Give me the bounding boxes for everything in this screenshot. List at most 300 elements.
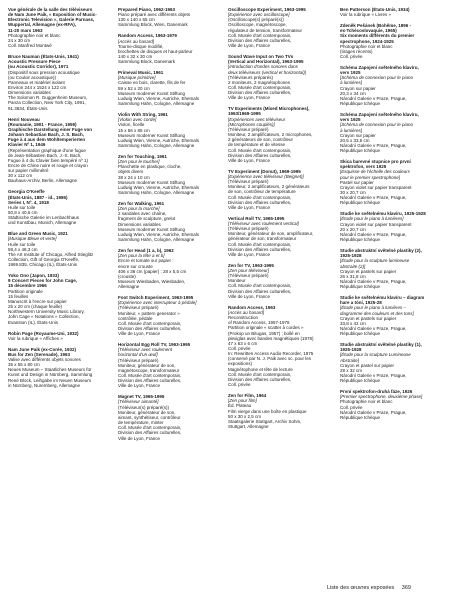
entry-detail-line: (Représentation graphique d'une fugue — [8, 147, 86, 153]
entry-detail-line: République tchèque — [340, 284, 381, 290]
entry-detail-line: 406 x 36 cm (papier) ; 28 x 5,5 cm — [118, 268, 187, 274]
artwork-entry — [118, 342, 214, 388]
entry-detail-line: Národní Galerie v Praze, Prague, — [340, 409, 407, 415]
entry-detail-line: plexiglas avec bandes magnétiques (1978) — [228, 335, 314, 341]
entry-italic-line: [Zen pour film] — [228, 398, 257, 404]
artwork-entry — [8, 273, 104, 325]
entry-detail-line: Ludwig Wien, Vienne, Autriche, Ehemals — [118, 184, 199, 190]
artwork-entry — [118, 33, 214, 64]
entry-detail-line: de son, contrôleur de température — [228, 189, 296, 195]
entry-title-line: TV Experiment (Donut), 1969-1995 — [228, 168, 301, 174]
entry-detail-line: Reconstruction — [228, 315, 259, 321]
entry-title-line: Ben Patterson (États-Unis, 1934) — [340, 7, 410, 12]
entry-detail-line: Moniteur, générateur de son, — [118, 362, 176, 368]
entry-title-line: hare a tóní, 1925-28 — [340, 300, 382, 306]
entry-detail-line: Panneaux et matériel isolant — [8, 79, 65, 85]
entry-detail-line: Division des Affaires culturelles, — [228, 37, 292, 43]
entry-title-line: Zen for Film, 1964 — [228, 393, 267, 399]
entry-title-line: Fuge à 4 aus dem Wohltemperierten — [8, 137, 86, 143]
entry-detail-line: Museum moderner Kunst Stiftung — [118, 226, 186, 232]
entry-title-line: Studie abstraktní světelné plastiky (2), — [340, 248, 422, 254]
entry-detail-line: Sammlung Hahn, Cologne, Allemagne — [118, 237, 195, 243]
entry-detail-line: Coll. Musée d'art contemporain, — [228, 194, 292, 200]
entry-title-line: Robin Page (Royaume-Uni, 1932) — [8, 330, 79, 336]
entry-detail-line: 25 x 20 cm (chaque feuille) — [8, 304, 63, 310]
entry-detail-line: Coll. Musée d'art contemporain, — [228, 283, 292, 289]
entry-detail-line: République tchèque — [340, 414, 381, 420]
entry-italic-line: à lumières] — [340, 127, 363, 133]
entry-italic-line: [Zen pour téléviseur] — [228, 268, 270, 274]
entry-detail-line: (Téléviseur préparé) — [228, 273, 269, 279]
entry-detail-line: of Random Access, 1957-1978 — [228, 320, 290, 326]
entry-detail-line: Neues Museum – Staatliches Museum für — [8, 367, 92, 373]
entry-detail-line: (Téléviseur préparé) — [228, 179, 269, 185]
page-number: 369 — [401, 585, 411, 591]
entry-detail-line: Coll. Musée d'art contemporain, — [228, 84, 292, 90]
entry-detail-line: 59 x 52 x 20 cm — [118, 85, 150, 91]
entry-italic-line: pour le premier spectrophone] — [340, 174, 401, 180]
entry-detail-line: Violon, ficelle — [118, 122, 145, 128]
entry-detail-line: Coll. Musée d'art contemporain, — [228, 371, 292, 377]
entry-detail-line: Division des Affaires culturelles, — [118, 378, 182, 384]
entry-detail-line: Magnétophone et tête de lecture — [228, 366, 293, 372]
entry-detail-line: Kunst und Design in Nürnberg, Sammlung — [8, 372, 93, 378]
entry-detail-line: Pastel sur papier — [340, 179, 374, 185]
entry-italic-line: [Étude pour la sculpture Lumineuse — [340, 352, 411, 358]
entry-detail-line: Národní Galerie v Praze, Prague, — [340, 373, 407, 379]
entry-title-line: spectrophone, 1924-1925 — [340, 38, 394, 44]
entry-detail-line: Coll. Musée d'art contemporain, — [118, 373, 182, 379]
entry-detail-line: Fugue à 4 du Clavier bien tempéré nº 1) — [8, 157, 88, 163]
entry-title-line: Henri Nouveau — [8, 116, 40, 122]
entry-italic-line: [Accès au hasard] — [118, 38, 155, 44]
entry-title-line: Zen for Touching, 1961 — [118, 153, 167, 159]
entry-title-line: Prepared Piano, 1962-1963 — [118, 7, 176, 12]
entry-detail-line: aimant, synthétiseur, contrôleur — [118, 414, 181, 420]
entry-detail-line: Coll. Musée d'art contemporain, — [118, 425, 182, 431]
entry-italic-line: [Premier spectrophone, deuxième phase] — [340, 394, 423, 400]
entry-title-line: Random Access, 1963-1979 — [118, 33, 177, 39]
entry-title-line: (Roumanie, 1901 - France, 1959) — [8, 121, 77, 127]
entry-title-line: Nam June Paik (ex-Corée, 1932) — [8, 346, 77, 352]
entry-detail-line: (tirages récents) — [340, 48, 373, 54]
entry-detail-line: Städtische Galerie im Lenbachhaus — [8, 215, 80, 221]
artwork-entry — [228, 106, 324, 163]
entry-detail-line: Coll. Musée d'art contemporain, — [228, 241, 292, 247]
entry-detail-line: Allemagne — [118, 284, 140, 290]
entry-title-line: Schéma Zapojení světelného klavíru, — [340, 65, 419, 70]
entry-detail-line: Division des Affaires culturelles, — [118, 326, 182, 332]
entry-detail-line: Crayon sur papier — [340, 85, 376, 91]
entry-detail-line: Division des Affaires culturelles, — [228, 199, 292, 205]
entry-detail-line: 20 x 20,7 cm — [340, 226, 366, 232]
entry-italic-line: [Violon avec corde] — [118, 117, 157, 123]
column-3 — [228, 7, 324, 435]
entry-detail-line: République tchèque — [340, 331, 381, 337]
artwork-entry — [228, 7, 324, 48]
entry-detail-line: Národní Galerie v Praze, Prague, — [340, 195, 407, 201]
entry-detail-line: 1969.835, Chicago (IL), États-Unis — [8, 262, 78, 268]
entry-detail-line: de température et de vitesse — [228, 142, 286, 148]
entry-title-line: Skica barevné stupnice pro první — [340, 159, 411, 165]
entry-detail-line: générateur de son, transformateur — [228, 236, 297, 242]
entry-detail-line: (Téléviseur(s) préparé(s)) — [118, 404, 170, 410]
entry-detail-line: Coll. privée — [228, 346, 251, 351]
entry-italic-line: [Musique primitive] — [118, 75, 156, 81]
artwork-entry — [8, 54, 104, 111]
entry-detail-line: de température, minter — [118, 420, 164, 426]
entry-detail-line: Ville de Lyon, France — [228, 95, 271, 101]
entry-detail-line: Moniteur, 2 amplificateurs, 2 microphones, — [228, 132, 313, 138]
entry-detail-line: Museum Wiesbaden, Wiesbaden, — [118, 278, 186, 284]
entry-italic-line: deux téléviseurs (vertical et horizontal)] — [228, 69, 307, 75]
entry-italic-line: [Accès au hasard] — [228, 309, 265, 315]
entry-detail-line: 47 x 63 x 6 cm — [228, 340, 258, 346]
entry-detail-line: Sammlung Block, Wien, Danemark — [118, 22, 188, 28]
entry-italic-line: [Expérience avec téléviseur (Beignet)] — [228, 173, 304, 179]
artwork-entry — [8, 331, 104, 341]
entry-detail-line: Coll. privée — [340, 404, 363, 410]
entry-detail-line: Encre de Chine noire et rouge et crayon — [8, 162, 88, 168]
entry-detail-line: Ludwig Wien, Vienne, Autriche, Ehemals — [118, 95, 199, 101]
entry-italic-line: horizontal d'un œuf] — [118, 352, 158, 358]
entry-italic-line: [Expériences avec téléviseur — [228, 116, 286, 122]
entry-title-line: Graphische Darstellung einer Fuge von — [8, 126, 93, 132]
entry-detail-line: magnétoscope, transformateur — [118, 367, 180, 373]
entry-detail-line: République tchèque — [340, 237, 381, 243]
entry-title-line: Violin With String, 1961 — [118, 112, 168, 118]
entry-detail-line: 91.3834, États-Unis — [8, 105, 48, 111]
entry-detail-line: Dimensions variables — [8, 90, 51, 96]
entry-title-line: Bruce Nauman (États-Unis, 1941) — [8, 54, 79, 60]
entry-title-line: Foot Switch Experiment, 1963-1995 — [118, 295, 194, 301]
entry-detail-line: Ville de Lyon, France — [118, 331, 161, 337]
entry-detail-line: Tourne-disque modifié, — [118, 43, 164, 49]
artwork-entry — [228, 169, 324, 210]
entry-title-line: spektrofon, vers 1925 — [340, 164, 387, 170]
entry-title-line: Oscilloscope Experiment, 1963-1995 — [228, 7, 306, 12]
entry-detail-line: Piano préparé avec différents objets — [118, 12, 190, 18]
entry-detail-line: 20,5 x 33,5 cm — [340, 137, 370, 143]
artwork-entry — [340, 23, 436, 59]
entry-title-line: Primeval Music, 1961 — [118, 70, 164, 76]
entry-detail-line: Partition originale — [8, 288, 43, 294]
entry-detail-line: Coll. privée — [228, 382, 251, 388]
artwork-entry — [118, 295, 214, 336]
entry-title-line: Johann Sebastian Bach, J. S. Bach, — [8, 132, 85, 138]
entry-detail-line: Crayon et pastel sur papier — [340, 362, 395, 368]
entry-title-line: Wuppertal, Allemagne (ex-RFA), — [8, 22, 77, 28]
entry-title-line: 9 Concert Pieces for John Cage, — [8, 278, 78, 284]
entry-detail-line: objets divers — [118, 169, 144, 175]
entry-detail-line: The Solomon R. Guggenheim Museum, — [8, 95, 88, 101]
entry-detail-line: Coll. privée — [340, 54, 363, 60]
entry-detail-line: Voir la rubrique « Livres » — [340, 12, 392, 18]
footer-label: Liste des œuvres exposées — [327, 585, 395, 591]
entry-italic-line: diagramme des couleurs et des tons] — [340, 310, 414, 316]
column-2 — [118, 7, 214, 447]
artwork-entry — [228, 263, 324, 299]
entry-detail-line: Photographie noir et blanc — [340, 399, 393, 405]
entry-title-line: TV Experiments (Mixed Microphones), — [228, 106, 310, 112]
entry-detail-line: 26 x 31,8 cm — [340, 273, 366, 279]
entry-italic-line: [Schéma de connexion pour le piano — [340, 75, 414, 81]
entry-detail-line: Moniteur — [228, 278, 246, 284]
entry-title-line: Zdeněk Pešánek (Bohême, 1896 - — [340, 23, 412, 29]
entry-detail-line: encre sur crouste — [118, 263, 153, 269]
entry-detail-line: Moniteur, « pattern generator » — [118, 310, 180, 316]
entry-detail-line: Dimensions variables — [118, 221, 161, 227]
entry-detail-line: Moniteur, générateur de son, — [118, 409, 176, 415]
entry-italic-line: Abstraite] — [340, 357, 360, 363]
entry-detail-line: Division des Affaires culturelles, — [228, 246, 292, 252]
entry-italic-line: [Esquisse de l'échelle des couleurs — [340, 169, 410, 175]
column-1 — [8, 7, 104, 394]
artwork-entry — [8, 7, 104, 48]
entry-title-line: Sound Wave Input on Two TVs — [228, 54, 294, 60]
entry-detail-line: 20,3 x 34 cm — [340, 90, 366, 96]
entry-italic-line: abstraite (2)] — [340, 263, 366, 269]
entry-detail-line: République tchèque — [340, 378, 381, 384]
entry-detail-line: Ville de Lyon, France — [228, 251, 271, 257]
entry-detail-line: Sammlung Hahn, Cologne, Allemagne — [118, 142, 195, 148]
entry-detail-line: 130 x 140 x 65 cm — [118, 17, 155, 23]
entry-detail-line: Huile sur toile — [8, 204, 36, 210]
entry-detail-line: Oscilloscope, magnétoscope, — [228, 22, 287, 28]
entry-title-line: vers 1925 — [340, 117, 361, 123]
entry-italic-line: [Téléviseur avec roulement vertical] — [228, 220, 299, 226]
artwork-entry — [118, 394, 214, 440]
entry-detail-line: (Dispositif sous pression acoustique — [8, 69, 80, 75]
entry-italic-line: [Introduction d'ondes sonores dans — [228, 64, 298, 70]
entry-detail-line: 33,8 x 42 cm — [340, 320, 366, 326]
entry-title-line: Georgia O'Keeffe — [8, 189, 45, 195]
entry-detail-line: 30 x 112 cm — [8, 173, 33, 179]
entry-italic-line: [Expérience avec oscilloscope] — [228, 12, 290, 18]
artwork-entry — [118, 70, 214, 106]
entry-title-line: de Nam June Paik, « Exposition of Music- — [8, 12, 97, 18]
entry-detail-line: Museum moderner Kunst Stiftung — [118, 179, 186, 185]
entry-detail-line: (ou Couloir acoustique)) — [8, 74, 57, 80]
entry-title-line: Schéma Zapojení světelného klavíru, — [340, 112, 419, 118]
artwork-entry — [340, 7, 436, 17]
entry-detail-line: Národní Galerie v Praze, Prague, — [340, 142, 407, 148]
entry-title-line: Zen for Head (1 a, b), 1962 — [118, 248, 174, 254]
entry-detail-line: 2 sandales avec chaîne, — [118, 211, 167, 217]
artwork-entry — [228, 393, 324, 429]
entry-italic-line: [Zen pour le toucher] — [118, 159, 160, 165]
entry-detail-line: in Nürnberg, Nuremberg, Allemagne — [8, 382, 81, 388]
entry-italic-line: [Étude pour le piano à lumières] — [340, 216, 404, 222]
entry-detail-line: Photographie noir et blanc — [340, 43, 393, 49]
entry-detail-line: (crouste) — [118, 273, 136, 279]
entry-title-line: Vue générale de la salle des téléviseurs — [8, 7, 93, 12]
entry-detail-line: République tchèque — [340, 148, 381, 154]
entry-detail-line: Sammlung Hahn, Cologne, Allemagne — [118, 101, 195, 107]
entry-detail-line: Ville de Lyon, France — [228, 204, 271, 210]
artwork-entry — [340, 342, 436, 383]
entry-detail-line: Staatsgalerie Stuttgart, Archiv Sohm, — [228, 418, 302, 424]
entry-detail-line: Environ 244 x 1524 x 122 cm — [8, 84, 67, 90]
entry-detail-line: Coll. Musée d'art contemporain, — [118, 320, 182, 326]
artwork-entry — [340, 248, 436, 289]
entry-detail-line: Coll. Musée d'art contemporain, — [228, 32, 292, 38]
entry-detail-line: contrôlée, pédale — [118, 315, 153, 321]
entry-detail-line: Crayon violet sur papier transparent — [340, 184, 412, 190]
entry-title-line: Electronic Television », Galerie Parnass, — [8, 17, 95, 23]
entry-detail-line: Partition originale « scatter à cordes » — [228, 325, 304, 331]
entry-detail-line: République tchèque — [340, 101, 381, 107]
entry-detail-line: Film vierge dans une boîte en plastique — [228, 408, 307, 414]
entry-title-line: ex-Tchécoslovaquie, 1965) — [340, 28, 397, 34]
entry-italic-line: [Étude pour le piano à lumières – — [340, 305, 407, 311]
entry-detail-line: (conservé par N. J. Paik avec sc. pour les — [228, 356, 312, 362]
entry-italic-line: [Étude pour la sculpture lumineuse — [340, 258, 410, 264]
artwork-entry — [8, 189, 104, 225]
entry-detail-line: Division des Affaires culturelles, — [228, 376, 292, 382]
entry-detail-line: Museum moderner Kunst Stiftung — [118, 90, 186, 96]
artwork-entry — [8, 117, 104, 184]
entry-detail-line: de Jean-Sébastien Bach, J.-S. Bach, — [8, 152, 82, 158]
entry-title-line: vers 1925 — [340, 70, 361, 76]
entry-detail-line: 140 x 32 x 30 cm — [118, 54, 153, 60]
entry-detail-line: (Oscilloscope(s) préparé(s)) — [228, 17, 284, 23]
entry-title-line: 11-20 mars 1963 — [8, 27, 43, 33]
entry-detail-line: Národní Galerie v Praze, Prague, — [340, 278, 407, 284]
entry-detail-line: Národní Galerie v Praze, Prague, — [340, 231, 407, 237]
entry-italic-line: [Téléviseur avec roulement — [118, 347, 173, 353]
entry-detail-line: Ville de Lyon, France — [228, 157, 271, 163]
entry-detail-line: Ville de Lyon, France — [118, 383, 161, 389]
entry-detail-line: 2 générateurs de son, contrôleur — [228, 137, 294, 143]
entry-detail-line: Bauhaus-Archiv, Berlin, Allemagne — [8, 178, 77, 184]
entry-title-line: Yoko Ono (Japon, 1933) — [8, 273, 59, 279]
entry-title-line: Bus for Zen (Serenade), 1963 — [8, 351, 71, 357]
entry-title-line: 15 décembre 1966 — [8, 283, 47, 289]
entry-detail-line: Ville de Lyon, France — [228, 293, 271, 299]
entry-detail-line: fragment de sculpture, grelot — [118, 216, 176, 222]
entry-title-line: Studie abstraktní světelné plastiky (1), — [340, 342, 422, 348]
entry-italic-line: à lumières] — [340, 80, 363, 86]
entry-detail-line: Division des Affaires culturelles, — [228, 288, 292, 294]
entry-detail-line: République tchèque — [340, 200, 381, 206]
entry-detail-line: 35 x 55 x 80 cm — [8, 362, 40, 368]
artwork-entry — [118, 248, 214, 289]
entry-title-line: Klavier Nº 1, 1946 — [8, 142, 46, 148]
entry-detail-line: Sammlung Hahn, Cologne, Allemagne — [118, 190, 195, 196]
entry-title-line: Horizontal Egg Roll TV, 1963-1995 — [118, 342, 191, 348]
artwork-entry — [340, 389, 436, 420]
entry-detail-line: Caisse en bois, clarette, fils de fer — [118, 80, 186, 86]
column-4 — [340, 7, 436, 426]
entry-detail-line: Valise avec différents objets sonores — [8, 356, 81, 362]
artwork-entry — [340, 295, 436, 336]
entry-italic-line: (Microphones couplés)] — [228, 121, 275, 127]
entry-detail-line: Division des Affaires culturelles, — [228, 152, 292, 158]
entry-detail-line: Photographie noir et blanc — [8, 32, 61, 38]
entry-detail-line: (Téléviseur préparé) — [228, 126, 269, 132]
entry-detail-line: Huile sur toile — [8, 241, 36, 247]
entry-detail-line: (Téléviseurs préparés) — [228, 74, 274, 80]
entry-detail-line: Crayon et pastels sur papier — [340, 315, 397, 321]
artwork-entry — [340, 65, 436, 106]
entry-detail-line: Národní Galerie v Praze, Prague, — [340, 326, 407, 332]
entry-detail-line: 58,4 x 48,3 cm — [8, 246, 38, 252]
artwork-entry — [118, 201, 214, 242]
artwork-entry — [8, 347, 104, 388]
entry-detail-line: Éd. Plateau — [228, 403, 252, 409]
entry-detail-line: sur papier millimétré — [8, 168, 49, 174]
entry-detail-line: 24 x 30 cm — [8, 37, 31, 43]
page-footer — [327, 585, 411, 591]
artwork-entry — [118, 112, 214, 148]
artwork-entry — [340, 211, 436, 242]
entry-detail-line: Division des Affaires culturelles, — [228, 90, 292, 96]
entry-detail-line: régulateur de tension, transformateur — [228, 27, 303, 33]
entry-detail-line: John Cage « Notations » Collection, — [8, 314, 80, 320]
entry-detail-line: Ville de Lyon, France — [118, 435, 161, 441]
entry-detail-line: expositions) — [228, 361, 253, 367]
entry-detail-line: Northwestern University Music Library, — [8, 309, 85, 315]
entry-italic-line: [Expérience avec interrupteur à pédale] — [118, 300, 197, 306]
entry-detail-line: Crayon sur papier — [340, 132, 376, 138]
entry-detail-line: (Prokop un Bitugas, 1957) ; bollé en — [228, 330, 300, 336]
artwork-entry — [118, 154, 214, 195]
entry-title-line: 1963/1969-1995 — [228, 111, 261, 117]
entry-detail-line: Division des Affaires culturelles, — [118, 430, 182, 436]
entry-detail-line: Ludwig Wien, Vienne, Autriche, Ehemals — [118, 137, 199, 143]
artwork-entry — [340, 159, 436, 205]
entry-title-line: 1925-1928 — [340, 253, 362, 259]
entry-italic-line: [Musique Bleue et verte] — [8, 236, 57, 242]
entry-title-line: Six moments différents du premier — [340, 33, 415, 39]
entry-title-line: (Vertical and Horizontal), 1963-1995 — [228, 59, 304, 65]
entry-detail-line: René Block, Leihgabe im Neuen Museum — [8, 377, 92, 383]
entry-detail-line: brochettes de disques et haut-parleur — [118, 48, 193, 54]
artwork-entry — [118, 7, 214, 28]
entry-detail-line: 2 moniteurs, 2 magnétophones — [228, 79, 291, 85]
entry-italic-line: [Schéma de connexion pour le piano — [340, 122, 414, 128]
entry-detail-line: Encre et tomate sur papier : — [118, 258, 174, 264]
entry-title-line: Studie ke světelnému klavíru, 1925-1928 — [340, 211, 426, 217]
entry-detail-line: Manuscrit à l'encre sur papier — [8, 298, 67, 304]
entry-detail-line: Museum moderner Kunst Stiftung — [118, 132, 186, 138]
entry-detail-line: und Kunstbau, Munich, Allemagne — [8, 220, 77, 226]
entry-detail-line: Crayon violet sur papier transparent — [340, 221, 412, 227]
entry-detail-line: Moniteur, générateur de son, amplificateur, — [228, 231, 314, 237]
entry-detail-line: 38 x 24 x 10 cm — [118, 174, 150, 180]
entry-detail-line: 28 x 32 cm — [340, 367, 363, 373]
entry-detail-line: Collection, Gift of Georgia O'Keeffe, — [8, 257, 80, 263]
entry-italic-line: [Téléviseur aimanté] — [118, 399, 159, 405]
entry-title-line: Magnet TV, 1965-1995 — [118, 394, 165, 400]
entry-detail-line: Coll. Manfred Montwé — [8, 43, 52, 49]
entry-detail-line: 15 x 56 x 85 cm — [118, 127, 150, 133]
entry-title-line: Blue and Green Music, 1921 — [8, 231, 68, 237]
entry-detail-line: Ville de Lyon, France — [228, 43, 271, 49]
entry-detail-line: The Art Institute of Chicago, Alfred Stieglitz — [8, 251, 94, 257]
entry-detail-line: Moniteur, 2 amplificateurs, 2 générateurs — [228, 184, 310, 190]
entry-detail-line: 15 feuilles — [8, 293, 29, 299]
entry-title-line: Studie ke světelnému klavíru – diagram — [340, 295, 425, 301]
entry-title-line: (États-Unis, 1887 - id., 1986) — [8, 194, 68, 200]
entry-title-line: Vertical Roll TV, 1965-1995 — [228, 215, 285, 221]
entry-detail-line: Panza Collection, New York City, 1991, — [8, 100, 86, 106]
entry-title-line: Zen for Walking, 1961 — [118, 200, 165, 206]
entry-detail-line: Ludwig Wien, Vienne, Autriche, Ehemals — [118, 231, 199, 237]
artwork-entry — [228, 305, 324, 388]
entry-title-line: Acoustic Pressure Piece — [8, 59, 61, 65]
